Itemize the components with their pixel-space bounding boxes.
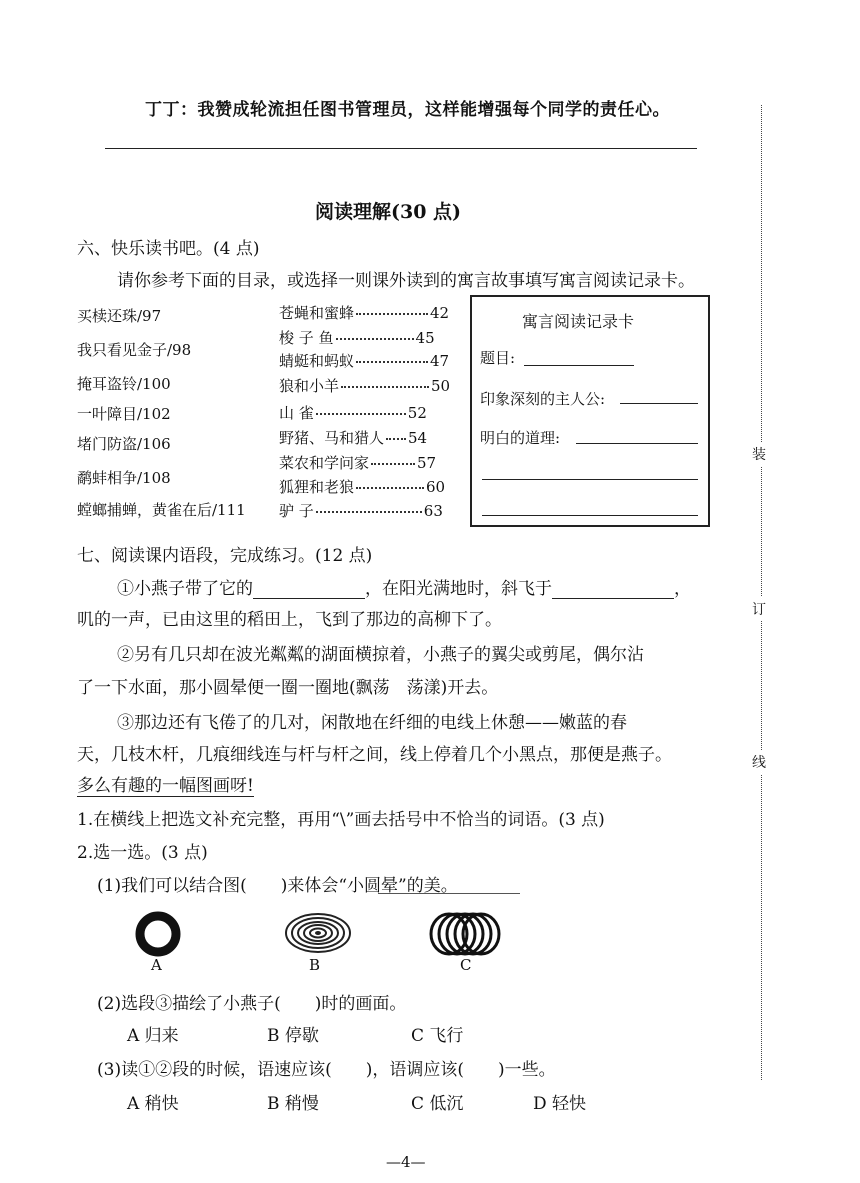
toc-leader — [341, 386, 429, 388]
q7-paragraph-3-line-1: ③那边还有飞倦了的几对，闲散地在纤细的电线上休憩——嫩蓝的春 — [117, 713, 627, 733]
figure-b-label: B — [309, 956, 321, 974]
toc-leader — [336, 338, 414, 340]
option-a[interactable]: A 归来 — [127, 1026, 179, 1046]
binding-char-ding: 订 — [752, 597, 766, 621]
q7-paragraph-1-line-2: 叽的一声，已由这里的稻田上，飞到了那边的高柳下了。 — [77, 610, 502, 630]
card-field-lesson-blank[interactable] — [576, 443, 698, 444]
q7-paragraph-3-line-2: 天，几枝木杆，几痕细线连与杆与杆之间，线上停着几个小黑点，那便是燕子。 — [77, 745, 672, 765]
toc-left-item: 我只看见金子/98 — [77, 341, 192, 359]
toc-leader — [356, 313, 428, 315]
toc-page: 54 — [408, 429, 428, 447]
toc-right-item — [279, 476, 445, 497]
card-lesson-line[interactable] — [482, 515, 698, 516]
toc-page: 50 — [431, 377, 451, 395]
toc-leader — [356, 361, 428, 363]
page-number: —4— — [386, 1153, 426, 1171]
figure-c-label: C — [460, 956, 472, 974]
card-field-character-label: 印象深刻的主人公: — [480, 390, 606, 408]
underlined-sentence: 多么有趣的一幅图画呀! — [77, 771, 254, 797]
q6-instruction: 请你参考下面的目录，或选择一则课外读到的寓言故事填写寓言阅读记录卡。 — [117, 271, 695, 291]
toc-title: 狼和小羊 — [279, 377, 340, 395]
toc-left-item: 一叶障目/102 — [77, 405, 171, 423]
option-a[interactable]: A 稍快 — [127, 1094, 179, 1114]
binding-dotted-line — [761, 105, 762, 1080]
p1-text-c: ， — [674, 579, 691, 599]
toc-title: 梭 子 鱼 — [279, 329, 334, 347]
q7-paragraph-1-line-1 — [117, 574, 691, 599]
p1-text-b: ，在阳光满地时，斜飞于 — [365, 579, 552, 599]
toc-right-item — [279, 452, 436, 473]
toc-leader — [316, 511, 422, 513]
toc-right-item — [279, 327, 435, 348]
answer-line — [105, 148, 697, 149]
toc-title: 驴 子 — [279, 502, 314, 520]
q7-subquestion-2-2: (2)选段③描绘了小燕子( )时的画面。 — [97, 994, 407, 1014]
section-title: 阅读理解(30 点) — [315, 201, 462, 223]
q7-paragraph-2-line-1: ②另有几只却在波光粼粼的湖面横掠着，小燕子的翼尖或剪尾，偶尔沾 — [117, 645, 644, 665]
toc-title: 野猪、马和猎人 — [279, 429, 385, 447]
toc-title: 苍蝇和蜜蜂 — [279, 304, 355, 322]
toc-page: 47 — [430, 352, 450, 370]
q7-subquestion-2-3: (3)读①②段的时候，语速应该( )，语调应该( )一些。 — [97, 1060, 556, 1080]
toc-title: 山 雀 — [279, 404, 314, 422]
q7-heading: 七、阅读课内语段，完成练习。(12 点) — [77, 546, 373, 566]
toc-leader — [386, 438, 406, 440]
toc-right-item — [279, 500, 443, 521]
toc-page: 45 — [415, 329, 435, 347]
toc-page: 63 — [423, 502, 443, 520]
p1-text-a: ①小燕子带了它的 — [117, 579, 253, 599]
figure-a-label: A — [151, 956, 162, 974]
toc-right-item — [279, 402, 427, 423]
toc-page: 57 — [417, 454, 437, 472]
card-field-title-blank[interactable] — [524, 365, 634, 366]
q7-subquestion-2-1: (1)我们可以结合图( )来体会“小圆晕”的美。 — [97, 876, 458, 896]
toc-left-item: 鹬蚌相争/108 — [77, 469, 171, 487]
figure-a-ring[interactable] — [128, 910, 188, 958]
toc-right-item — [279, 375, 450, 396]
option-c[interactable]: C 低沉 — [411, 1094, 464, 1114]
toc-title: 菜农和学问家 — [279, 454, 370, 472]
option-b[interactable]: B 停歇 — [267, 1026, 319, 1046]
toc-left-item: 螳螂捕蝉，黄雀在后/111 — [77, 501, 246, 519]
option-b[interactable]: B 稍慢 — [267, 1094, 319, 1114]
top-quote: 丁丁：我赞成轮流担任图书管理员，这样能增强每个同学的责任心。 — [145, 100, 670, 120]
q7-paragraph-2-line-2: 了一下水面，那小圆晕便一圈一圈地(飘荡 荡漾)开去。 — [77, 678, 499, 698]
toc-title: 狐狸和老狼 — [279, 478, 355, 496]
toc-right-item — [279, 350, 449, 371]
q7-paragraph-3-line-3 — [77, 771, 254, 797]
fable-record-card — [470, 295, 710, 527]
toc-leader — [356, 487, 424, 489]
binding-char-zhuang: 装 — [752, 442, 766, 466]
decorative-underline — [378, 893, 520, 894]
card-title: 寓言阅读记录卡 — [522, 312, 635, 331]
toc-left-item: 买椟还珠/97 — [77, 307, 162, 325]
option-c[interactable]: C 飞行 — [411, 1026, 464, 1046]
figure-b-ripples[interactable] — [283, 910, 353, 956]
toc-right-item — [279, 427, 427, 448]
q7-subquestion-2: 2.选一选。(3 点) — [77, 843, 208, 863]
binding-char-xian: 线 — [752, 750, 766, 774]
p1-blank-1[interactable] — [253, 581, 365, 599]
toc-right-item — [279, 302, 449, 323]
toc-left-item: 堵门防盗/106 — [77, 435, 171, 453]
card-field-character-blank[interactable] — [620, 403, 698, 404]
card-field-title-label: 题目: — [480, 349, 516, 367]
toc-page: 42 — [430, 304, 450, 322]
q6-heading: 六、快乐读书吧。(4 点) — [77, 239, 260, 259]
card-field-lesson-label: 明白的道理: — [480, 429, 561, 447]
p1-blank-2[interactable] — [552, 581, 674, 599]
toc-page: 60 — [426, 478, 446, 496]
toc-leader — [371, 463, 415, 465]
toc-left-item: 掩耳盗铃/100 — [77, 375, 171, 393]
card-lesson-line[interactable] — [482, 479, 698, 480]
toc-page: 52 — [407, 404, 427, 422]
toc-title: 蜻蜓和蚂蚁 — [279, 352, 355, 370]
toc-leader — [316, 413, 406, 415]
figure-c-overlapping-rings[interactable] — [425, 910, 505, 958]
option-d[interactable]: D 轻快 — [533, 1094, 587, 1114]
q7-subquestion-1: 1.在横线上把选文补充完整，再用“\”画去括号中不恰当的词语。(3 点) — [77, 810, 605, 830]
